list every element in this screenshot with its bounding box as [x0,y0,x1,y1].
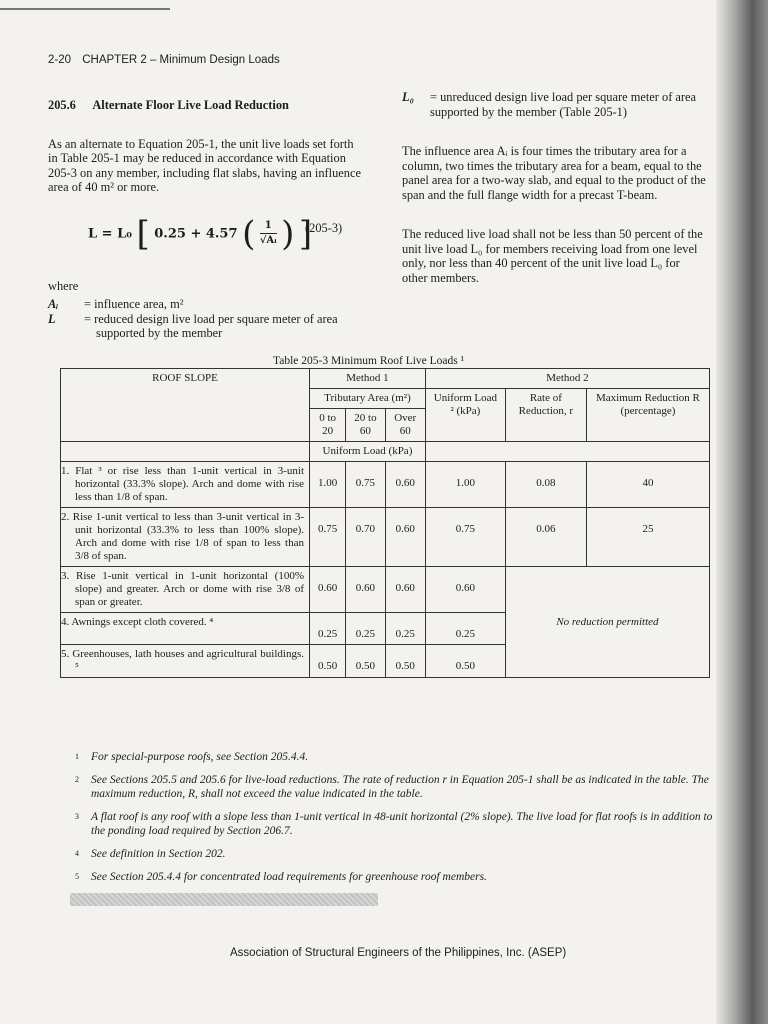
roof-slope-cell: 1. Flat ³ or rise less than 1-unit vertical in 3-unit horizontal (33.3% slope). Arch and dome with rise less than 1/8 of span. [61,462,310,508]
right-parenthesis: ) [281,213,295,254]
equation-constant: 0.25 + 4.57 [154,226,238,241]
table-subheader-row [61,442,710,462]
section-title: Alternate Floor Live Load Reduction [92,98,289,112]
maximum-reduction-header: Maximum Reduction R (percentage) [586,389,709,442]
lo-symbol: L₀ [402,90,414,104]
section-heading [48,98,366,113]
definition-list [48,297,366,341]
footnote-text: A flat roof is any roof with a slope less than 1-unit vertical in 48-unit horizontal (2% slope). The live load for flat roofs is in addition to the ponding load required by Section 206.7. [91,811,713,837]
value-cell: 0.50 [385,645,425,678]
roof-live-loads-table [60,368,710,678]
top-rule [0,8,170,10]
no-reduction-cell: No reduction permitted [505,567,709,678]
area-over-60-header: Over 60 [385,409,425,442]
equation-fraction [260,219,277,249]
definition-text: = reduced design live load per square meter of area supported by the member [84,311,338,340]
footnote [75,810,715,838]
page-number: 2-20 [48,54,72,66]
value-cell: 0.08 [505,462,586,508]
intro-paragraph: As an alternate to Equation 205-1, the unit live loads set forth in Table 205-1 may be reduced in accordance with Equation 205-3 on any member, including flat slabs, having an influence area of 40 m² or more. [48,136,361,194]
section-number: 205.6 [48,98,76,112]
value-cell: 0.50 [346,645,385,678]
footnote-mark: 5 [75,872,79,881]
value-cell: 25 [586,508,709,567]
lo-definition [402,90,708,119]
roof-slope-cell: 3. Rise 1-unit vertical in 1-unit horizontal (100% slope) and greater. Arch or dome with rise 3/8 of span or greater. [61,567,310,613]
table-header-row [61,369,710,389]
value-cell: 0.25 [425,613,505,645]
left-parenthesis: ( [242,213,256,254]
value-cell: 0.75 [310,508,346,567]
fraction-denominator: √Aᵢ [259,235,277,246]
value-cell: 0.60 [385,508,425,567]
value-cell: 0.60 [425,567,505,613]
roof-slope-header: ROOF SLOPE [61,369,310,442]
footnote [75,773,715,801]
value-cell: 0.06 [505,508,586,567]
scan-smudge [70,893,378,906]
roof-slope-cell: 4. Awnings except cloth covered. ⁴ [61,613,310,645]
tributary-area-header: Tributary Area (m²) [310,389,426,409]
value-cell: 0.25 [385,613,425,645]
reduced-load-paragraph: The reduced live load shall not be less than 50 percent of the unit live load L₀ for members receiving load from one level only, nor less than 40 percent of the unit live load L₀ for other members. [402,227,703,285]
rate-of-reduction-header: Rate of Reduction, r [505,389,586,442]
roof-slope-cell: 5. Greenhouses, lath houses and agricultural buildings. ⁵ [61,645,310,678]
area-20-to-60-header: 20 to 60 [346,409,385,442]
value-cell: 0.75 [425,508,505,567]
equation-205-3 [48,207,366,275]
footnote-text: See Section 205.4.4 for concentrated load requirements for greenhouse roof members. [91,871,487,883]
footnote [75,750,715,764]
page-header [48,54,288,66]
table-footnotes [75,750,715,893]
definition-text: = influence area, m² [84,297,184,311]
value-cell: 0.50 [425,645,505,678]
value-cell: 0.25 [310,613,346,645]
value-cell: 0.60 [385,567,425,613]
chapter-title: CHAPTER 2 – Minimum Design Loads [82,54,280,66]
footnote-mark: 1 [75,752,79,761]
footnote-mark: 2 [75,775,79,784]
page-footer: Association of Structural Engineers of the Philippines, Inc. (ASEP) [230,947,567,959]
equation-lhs: L = L₀ [88,226,132,241]
footnote-text: See definition in Section 202. [91,848,226,860]
footnote [75,847,715,861]
table-row [61,462,710,508]
footnote-mark: 4 [75,849,79,858]
value-cell: 0.70 [346,508,385,567]
value-cell: 0.25 [346,613,385,645]
table-title: Table 205-3 Minimum Roof Live Loads ¹ [273,355,465,367]
right-column [402,90,708,297]
left-column [48,98,366,341]
footnote-text: For special-purpose roofs, see Section 205.4.4. [91,751,309,763]
definition-symbol: L [48,311,56,326]
method-2-header: Method 2 [425,369,709,389]
uniform-load-header: Uniform Load ² (kPa) [425,389,505,442]
table-row [61,567,710,613]
roof-slope-cell: 2. Rise 1-unit vertical to less than 3-unit vertical in 3-unit horizontal (33.3% to less than 100% slope). Arch and dome with rise 1/8 of span to less than 3/8 of span. [61,508,310,567]
value-cell: 0.60 [385,462,425,508]
value-cell: 1.00 [310,462,346,508]
right-bracket: ] [298,213,313,254]
value-cell: 0.60 [310,567,346,613]
lo-text: = unreduced design live load per square meter of area supported by the member (Table 205-1) [430,90,697,119]
left-bracket: [ [136,213,150,254]
influence-area-paragraph: The influence area Aᵢ is four times the tributary area for a column, two times the tributary area for a beam, equal to the panel area for a two-way slab, and equal to the product of the span and the full flange width for a precast T-beam. [402,144,706,202]
footnote-mark: 3 [75,812,79,821]
value-cell: 0.75 [346,462,385,508]
value-cell: 0.60 [346,567,385,613]
value-cell: 1.00 [425,462,505,508]
page-edge-shadow [716,0,768,1024]
equation-number: (205-3) [305,220,343,235]
footnote-text: See Sections 205.5 and 205.6 for live-load reductions. The rate of reduction r in Equation 205-1 shall be as indicated in the table. The maximum reduction, R, shall not exceed the value indicated in the table. [91,774,709,800]
table-row [61,508,710,567]
definition-symbol: Aᵢ [48,297,59,311]
value-cell: 40 [586,462,709,508]
equation-formula [88,213,313,254]
value-cell: 0.50 [310,645,346,678]
area-0-to-20-header: 0 to 20 [310,409,346,442]
where-label: where [48,278,79,293]
method-1-header: Method 1 [310,369,426,389]
footnote [75,870,715,884]
fraction-numerator: 1 [260,219,277,235]
uniform-load-kpa-label: Uniform Load (kPa) [310,442,426,462]
